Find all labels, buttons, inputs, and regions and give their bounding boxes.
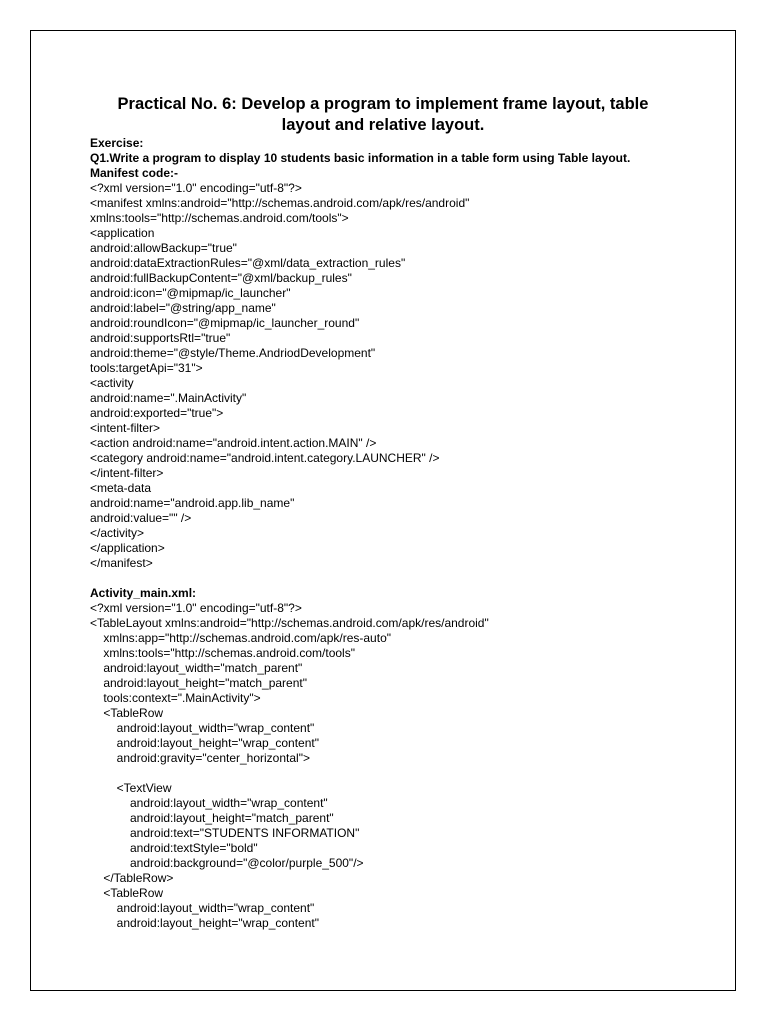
code-line: </TableRow> [90,871,174,885]
code-line: <TableLayout xmlns:android="http://schemas.android.com/apk/res/android" [90,616,489,630]
code-line: android:layout_width="wrap_content" [90,901,315,915]
code-line [90,766,730,781]
code-line: <activity [90,376,134,390]
code-line: <intent-filter> [90,421,161,435]
code-line: tools:context=".MainActivity"> [90,691,261,705]
code-line: android:layout_width="wrap_content" [90,796,328,810]
code-line: android:layout_height="match_parent" [90,811,334,825]
code-line: </application> [90,541,165,555]
code-line: <meta-data [90,481,152,495]
code-line: <manifest xmlns:android="http://schemas.android.com/apk/res/android" [90,196,470,210]
code-line: android:layout_width="match_parent" [90,661,303,675]
document-body [90,136,730,931]
document-title: Practical No. 6: Develop a program to implement frame layout, table layout and relative layout. [117,95,649,134]
code-line: android:text="STUDENTS INFORMATION" [90,826,360,840]
code-line: android:theme="@style/Theme.AndriodDevelopment" [90,346,376,360]
code-line: android:label="@string/app_name" [90,301,276,315]
section-spacer [90,571,730,586]
code-line: android:allowBackup="true" [90,241,237,255]
manifest-code-block [90,181,730,571]
activity-code-block [90,601,730,931]
code-line: android:gravity="center_horizontal"> [90,751,310,765]
code-line: <TextView [90,781,172,795]
code-line: android:name="android.app.lib_name" [90,496,295,510]
code-line: android:layout_height="wrap_content" [90,736,320,750]
code-line: android:name=".MainActivity" [90,391,247,405]
code-line: <TableRow [90,886,164,900]
code-line: <TableRow [90,706,164,720]
code-line: android:textStyle="bold" [90,841,258,855]
code-line: android:layout_height="match_parent" [90,676,307,690]
code-line: android:value="" /> [90,511,192,525]
code-line: android:background="@color/purple_500"/> [90,856,364,870]
code-line: android:roundIcon="@mipmap/ic_launcher_round" [90,316,360,330]
code-line: <category android:name="android.intent.category.LAUNCHER" /> [90,451,440,465]
code-line: <?xml version="1.0" encoding="utf-8"?> [90,181,302,195]
question-text: Q1.Write a program to display 10 students basic information in a table form using Table layout. [90,151,631,165]
code-line: tools:targetApi="31"> [90,361,203,375]
code-line: android:layout_width="wrap_content" [90,721,315,735]
code-line: </activity> [90,526,145,540]
code-line: android:fullBackupContent="@xml/backup_rules" [90,271,352,285]
code-line: android:exported="true"> [90,406,224,420]
code-line: android:supportsRtl="true" [90,331,231,345]
code-line: <action android:name="android.intent.action.MAIN" /> [90,436,377,450]
activity-heading: Activity_main.xml: [90,586,197,600]
code-line: </intent-filter> [90,466,164,480]
code-line: android:dataExtractionRules="@xml/data_extraction_rules" [90,256,406,270]
code-line: <?xml version="1.0" encoding="utf-8"?> [90,601,302,615]
manifest-heading: Manifest code:- [90,166,179,180]
code-line: android:icon="@mipmap/ic_launcher" [90,286,291,300]
code-line: android:layout_height="wrap_content" [90,916,320,930]
code-line: xmlns:app="http://schemas.android.com/apk/res-auto" [90,631,391,645]
code-line: <application [90,226,155,240]
code-line: </manifest> [90,556,153,570]
exercise-label: Exercise: [90,136,144,150]
code-line: xmlns:tools="http://schemas.android.com/tools" [90,646,355,660]
code-line: xmlns:tools="http://schemas.android.com/tools"> [90,211,349,225]
